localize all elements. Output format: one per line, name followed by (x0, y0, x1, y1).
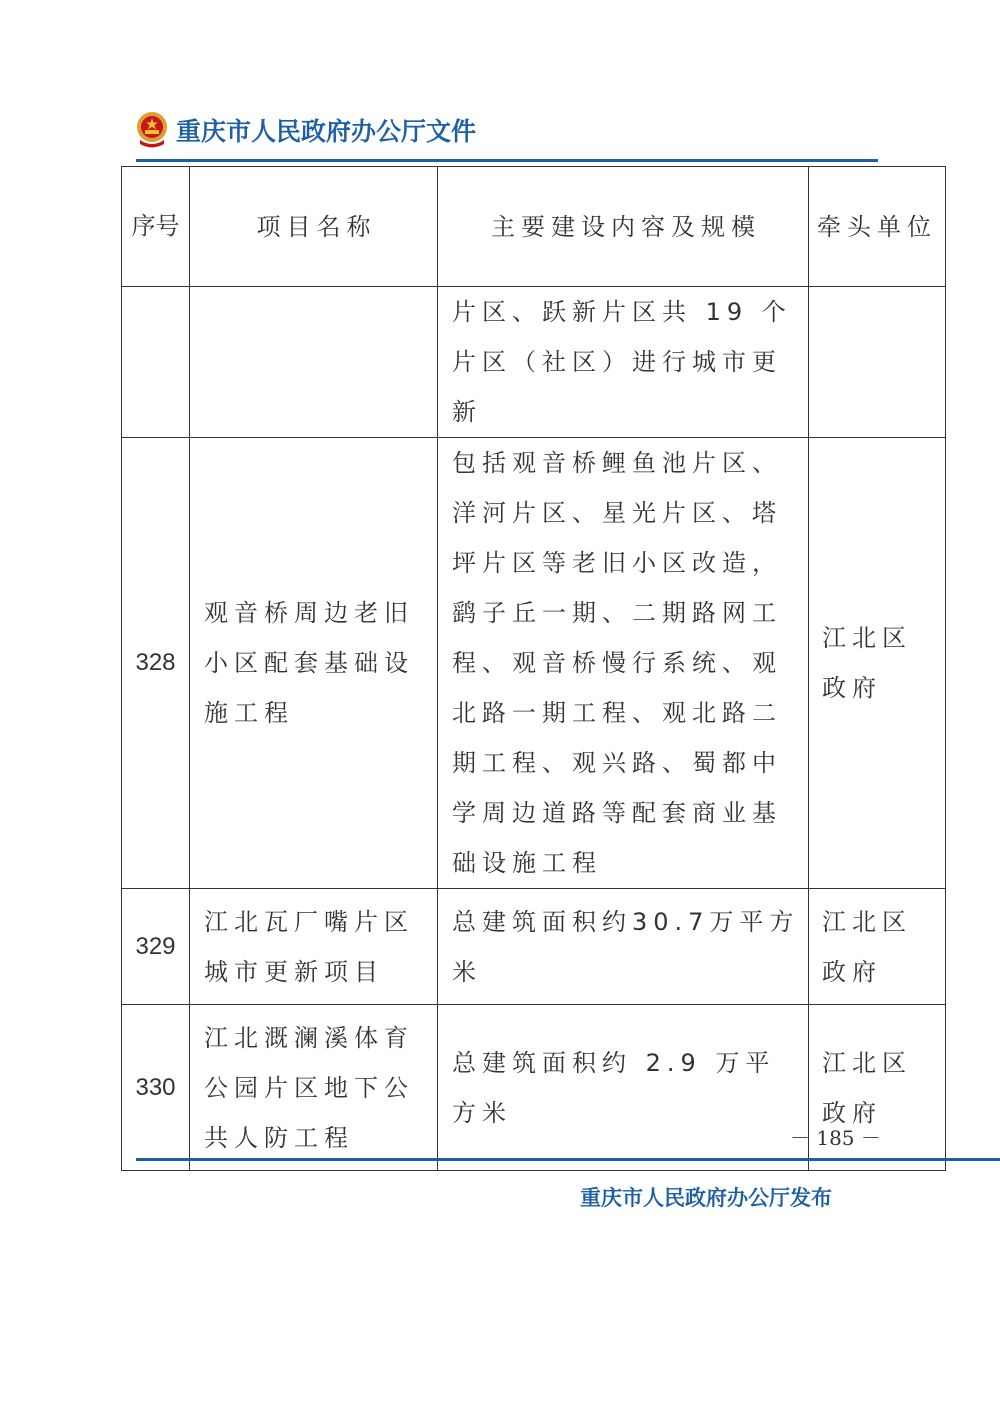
row-name: 江北瓦厂嘴片区城市更新项目 (190, 889, 438, 1005)
row-content: 总建筑面积约 2.9 万平方米 (438, 1005, 809, 1171)
row-content: 片区、跃新片区共 19 个片区（社区）进行城市更新 (438, 287, 809, 438)
table-row (122, 438, 946, 889)
row-no: 330 (122, 1005, 190, 1171)
page-number: － 185 － (790, 1126, 881, 1150)
row-unit: 江北区政府 (809, 438, 946, 889)
table-header-row (122, 167, 946, 287)
row-no: 329 (122, 889, 190, 1005)
column-header-name: 项目名称 (190, 167, 438, 287)
row-unit: 江北区政府 (809, 1005, 946, 1171)
row-content: 总建筑面积约30.7万平方米 (438, 889, 809, 1005)
row-name (190, 287, 438, 438)
row-unit: 江北区政府 (809, 889, 946, 1005)
header-divider (136, 159, 878, 162)
project-table (121, 166, 946, 1171)
row-no: 328 (122, 438, 190, 889)
table-row (122, 889, 946, 1005)
footer-publisher: 重庆市人民政府办公厅发布 (580, 1185, 832, 1210)
document-header (134, 110, 476, 150)
row-name: 江北溉澜溪体育公园片区地下公共人防工程 (190, 1005, 438, 1171)
row-name: 观音桥周边老旧小区配套基础设施工程 (190, 438, 438, 889)
row-content: 包括观音桥鲤鱼池片区、洋河片区、星光片区、塔坪片区等老旧小区改造，鹞子丘一期、二期路网工程、观音桥慢行系统、观北路一期工程、观北路二期工程、观兴路、蜀都中学周边道路等配套商业基础设施工程 (438, 438, 809, 889)
national-emblem-icon (134, 110, 170, 150)
table-row (122, 287, 946, 438)
row-unit (809, 287, 946, 438)
column-header-no: 序号 (122, 167, 190, 287)
document-header-title: 重庆市人民政府办公厅文件 (176, 117, 477, 146)
footer-divider (136, 1158, 1000, 1161)
column-header-unit: 牵头单位 (809, 167, 946, 287)
column-header-content: 主要建设内容及规模 (438, 167, 809, 287)
row-no (122, 287, 190, 438)
